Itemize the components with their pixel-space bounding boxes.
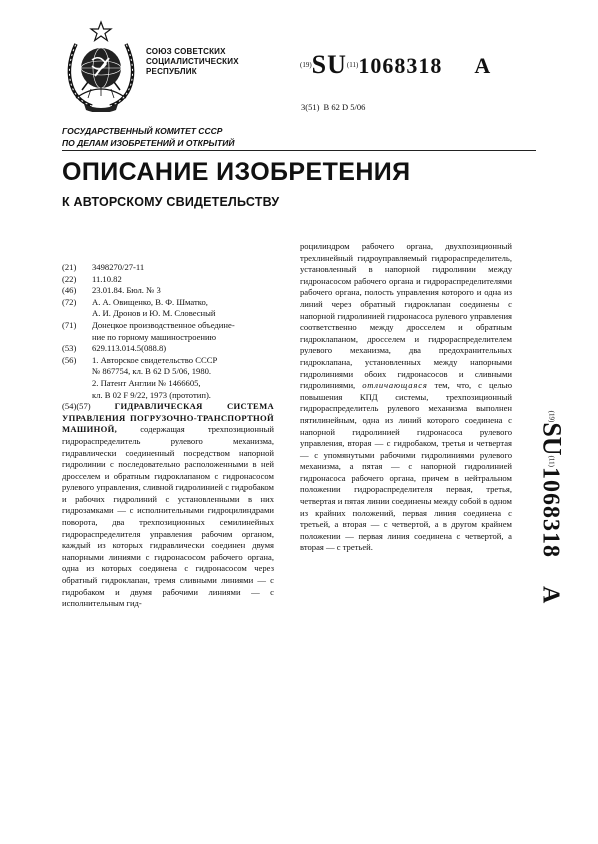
biblio-row: (53) 629.113.014.5(088.8) (62, 343, 167, 354)
country-code-label: (19) (300, 61, 312, 69)
vertical-country-code: SU (537, 422, 567, 456)
country-code: SU (311, 50, 347, 79)
committee-line: ГОСУДАРСТВЕННЫЙ КОМИТЕТ СССР (62, 126, 223, 136)
right-column (300, 241, 512, 554)
union-line: РЕСПУБЛИК (146, 67, 197, 76)
vertical-kind-code: A (537, 585, 564, 604)
biblio-row: (72) А. А. Овищенко, В. Ф. Шматко, (62, 296, 208, 307)
vertical-patent-stamp (521, 342, 581, 672)
document-title: ОПИСАНИЕ ИЗОБРЕТЕНИЯ (62, 158, 411, 186)
vertical-country-code-label: (19) (547, 410, 556, 423)
biblio-row: 2. Патент Англии № 1466605, (92, 377, 201, 388)
biblio-row: (71) Донецкое производственное объедине- (62, 319, 235, 330)
bibliographic-data (62, 262, 274, 401)
claim-text-right-b: тем, что, с целью повышения КПД системы, трехпозиционный гидрораспределитель рулевого механизма выполнен пятилинейным, одна из линий которого соединена с напорной гидролинией гидронасоса рулевого управления, вторая — с гидробаком, третья и четвертая — с упомянутыми рабочими гидролиниями рулевого механизма, а пятая — с напорной гидролинией гидронасоса рабочего органа, причем в нейтральном положении гидрораспределителя первая, третья, четвертая и пятая линии соединены между собой в одном из крайних положений, первая линия соединена с третьей, а вторая — с четвертой, а в другом крайнем положении — первая линия соединена с четвертой, а вторая — с третьей. (300, 380, 512, 553)
left-column (62, 262, 274, 610)
biblio-row: (56) 1. Авторское свидетельство СССР (62, 354, 218, 365)
claim-text-left: содержащая трехпозиционный гидрораспределитель рулевого механизма, гидравлически соединенный посредством напорной гидролинии с последовательно расположенными в ней дросселем и обратным гидроклапаном с гидронасосом рулевого управления, сливной гидролинией с гидробаком и рабочих гидролиний с установленными в них гидрозамками — с исполнительными гидроцилиндрами поворота, два трехпозиционных семилинейных гидрораспределителя управления рабочим органом, каждый из которых гидравлически соединен двумя напорными линиями с гидронасосом рабочего органа, одна из которых соединена с гидронасосом через обратный гидроклапан, тремя сливными линиями — с гидробаком и двумя рабочими линиями — с исполнительным гид- (62, 424, 274, 609)
vertical-patent-number: 1068318 (537, 466, 564, 558)
state-emblem (62, 20, 140, 112)
ipc-classification (300, 102, 366, 112)
biblio-row: № 867754, кл. В 62 D 5/06, 1980. (92, 366, 212, 377)
kind-code: A (474, 53, 491, 78)
ipc-code-label: 3(51) (301, 102, 320, 112)
claim-paragraph (62, 401, 274, 610)
union-name (146, 47, 239, 77)
biblio-row: (46) 23.01.84. Бюл. № 3 (62, 285, 161, 296)
union-line: СОЮЗ СОВЕТСКИХ (146, 47, 226, 56)
ipc-class: В 62 D 5/06 (323, 102, 366, 112)
union-line: СОЦИАЛИСТИЧЕСКИХ (146, 57, 239, 66)
vertical-number-code-label: (11) (547, 455, 556, 467)
biblio-row: А. И. Дронов и Ю. М. Словесный (92, 308, 216, 319)
claim-text-right-a: роцилиндром рабочего органа, двухпозиционный трехлинейный гидроуправляемый гидрораспределитель, установленный в напорной гидролинии между гидронасосом рабочего органа и гидрораспределителями рабочего органа, полость управления которого и одна из линий через обратный гидроклапан соединены с напорной гидролинией гидронасоса рулевого управления соответственно между дросселем и обратным гидроклапаном, дросселем и гидрораспределителем рулевого механизма, два предохранительных гидроклапана, установленных между напорными гидролиниями обоих гидронасосов и сливными гидролиниями, (300, 241, 512, 391)
biblio-row: кл. В 02 F 9/22, 1973 (прототип). (92, 389, 211, 400)
biblio-row: (21) 3498270/27-11 (62, 262, 145, 272)
patent-number: 1068318 (358, 53, 443, 78)
patent-number-block (300, 50, 490, 80)
biblio-row: ние по горному машиностроению (92, 331, 217, 342)
claim-distinguishing-word: отличающаяся (362, 380, 428, 391)
invention-title: ГИДРАВЛИЧЕСКАЯ СИСТЕМА УПРАВЛЕНИЯ ПОГРУЗОЧНО-ТРАНСПОРТНОЙ МАШИНОЙ, (62, 401, 274, 435)
header-divider (62, 150, 536, 151)
claim-code: (54)(57) (62, 401, 91, 412)
claim-continuation (300, 241, 512, 554)
committee-name (62, 125, 234, 149)
biblio-row: (22) 11.10.82 (62, 273, 122, 284)
number-code-label: (11) (346, 61, 359, 69)
committee-line: ПО ДЕЛАМ ИЗОБРЕТЕНИЙ И ОТКРЫТИЙ (62, 138, 235, 148)
document-subtitle: К АВТОРСКОМУ СВИДЕТЕЛЬСТВУ (62, 195, 280, 209)
